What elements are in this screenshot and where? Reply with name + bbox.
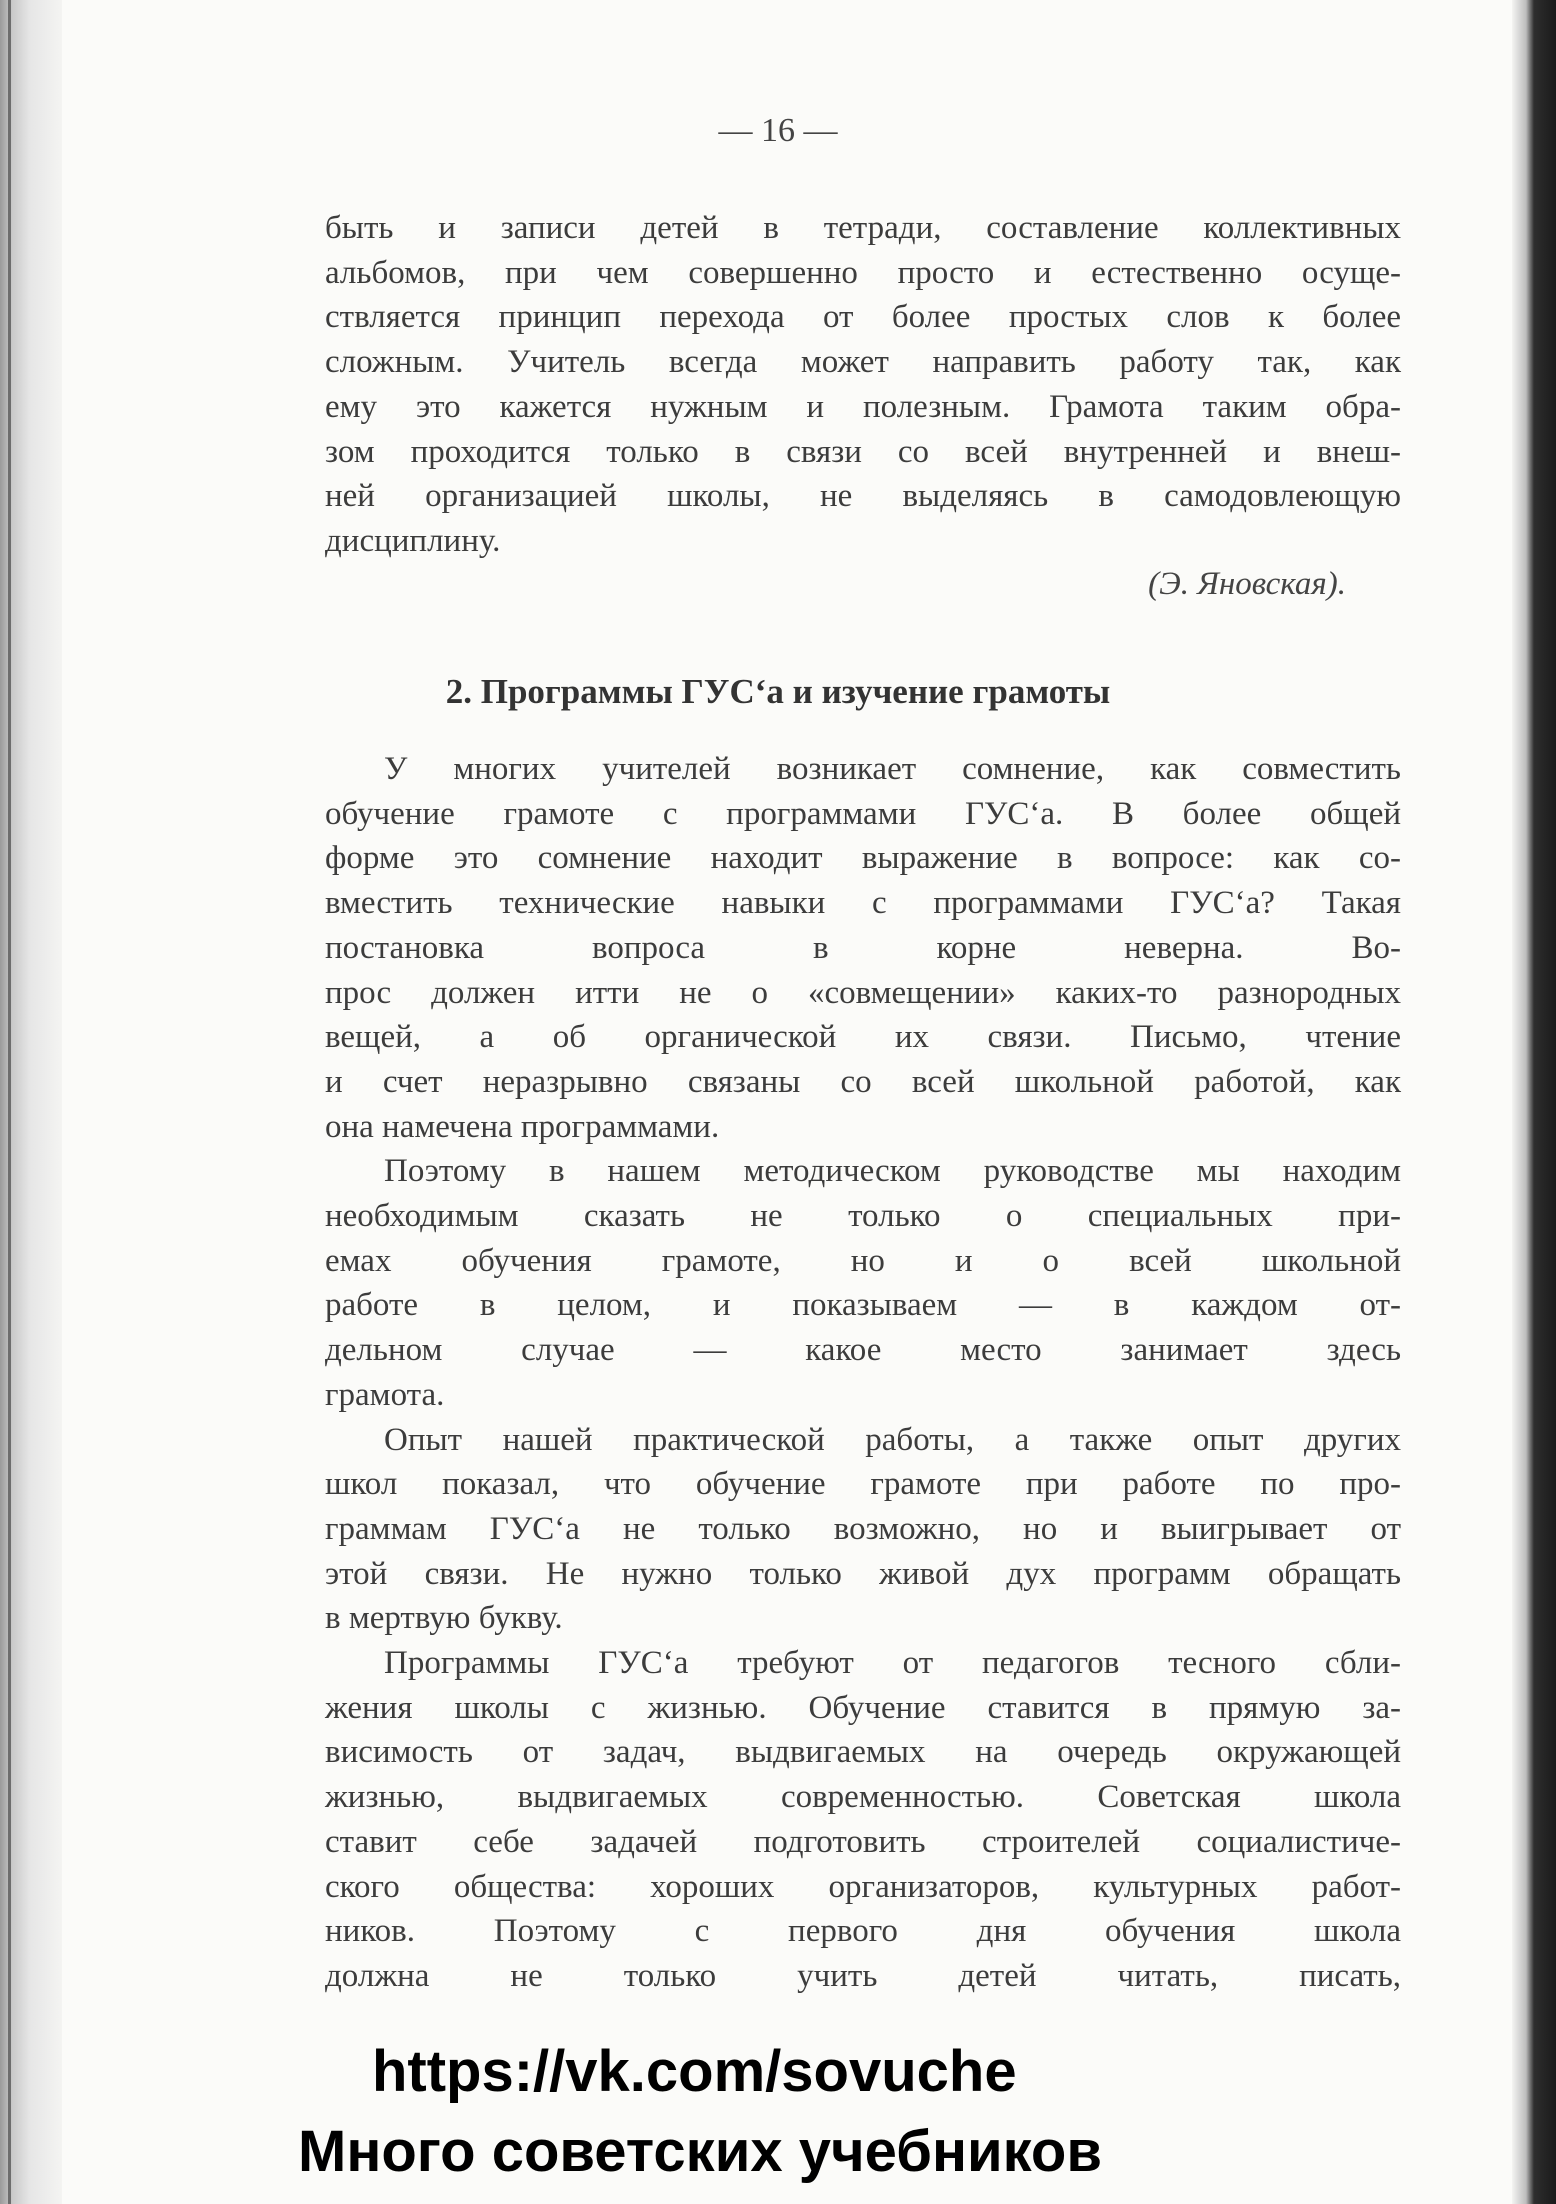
section-heading: 2. Программы ГУС‘а и изучение грамоты bbox=[445, 672, 1111, 711]
text-line: быть и записи детей в тетради, составление коллективных bbox=[325, 210, 1401, 246]
text-line: вместить технические навыки с программами ГУС‘а? Такая bbox=[325, 885, 1401, 922]
text-line: емах обучения грамоте, но и о всей школьной bbox=[325, 1242, 1401, 1279]
text-line: работе в целом, и показываем — в каждом от- bbox=[325, 1287, 1401, 1324]
text-line: обучение грамоте с программами ГУС‘а. В более общей bbox=[325, 795, 1401, 832]
text-line: прос должен итти не о «совмещении» каких-то разнородных bbox=[325, 974, 1401, 1011]
text-line: школ показал, что обучение грамоте при работе по про- bbox=[325, 1466, 1401, 1503]
text-line: постановка вопроса в корне неверна. Во- bbox=[325, 929, 1401, 966]
text-line: ников. Поэтому с первого дня обучения школа bbox=[325, 1913, 1401, 1950]
text-line: висимость от задач, выдвигаемых на очередь окружающей bbox=[325, 1734, 1401, 1771]
text-line: У многих учителей возникает сомнение, как совместить bbox=[384, 751, 1401, 787]
text-line: грамота. bbox=[325, 1376, 445, 1413]
page-edge-shadow bbox=[1512, 0, 1556, 2204]
text-line: сложным. Учитель всегда может направить работу так, как bbox=[325, 344, 1401, 381]
text-line: в мертвую букву. bbox=[325, 1600, 563, 1637]
text-line: должна не только учить детей читать, писать, bbox=[325, 1957, 1401, 1994]
author-signature: (Э. Яновская). bbox=[1148, 566, 1346, 602]
text-line: зом проходится только в связи со всей внутренней и внеш- bbox=[325, 433, 1401, 470]
watermark-url: https://vk.com/sovuche bbox=[372, 2039, 1017, 2104]
text-line: ставит себе задачей подготовить строителей социалистиче- bbox=[325, 1823, 1401, 1860]
text-line: необходимым сказать не только о специальных при- bbox=[325, 1198, 1401, 1234]
text-line: ему это кажется нужным и полезным. Грамота таким обра- bbox=[325, 388, 1401, 425]
text-line: ствляется принцип перехода от более простых слов к более bbox=[325, 299, 1401, 336]
watermark-caption: Много советских учебников bbox=[298, 2119, 1103, 2184]
text-line: Опыт нашей практической работы, а также опыт других bbox=[384, 1421, 1401, 1458]
page-number: — 16 — bbox=[718, 112, 838, 149]
text-line: вещей, а об органической их связи. Письмо, чтение bbox=[325, 1019, 1401, 1056]
gutter-line bbox=[8, 0, 11, 2204]
book-gutter-shadow bbox=[0, 0, 62, 2204]
text-line: форме это сомнение находит выражение в вопросе: как со- bbox=[325, 840, 1401, 877]
text-line: альбомов, при чем совершенно просто и естественно осуще- bbox=[325, 254, 1401, 291]
text-line: этой связи. Не нужно только живой дух программ обращать bbox=[325, 1555, 1401, 1592]
text-line: ней организацией школы, не выделяясь в самодовлеющую bbox=[325, 478, 1401, 515]
text-line: она намечена программами. bbox=[325, 1108, 720, 1145]
text-line: ского общества: хороших организаторов, культурных работ- bbox=[325, 1868, 1401, 1905]
text-line: жения школы с жизнью. Обучение ставится в прямую за- bbox=[325, 1689, 1401, 1726]
text-line: дельном случае — какое место занимает здесь bbox=[325, 1332, 1401, 1369]
text-line: Поэтому в нашем методическом руководстве мы находим bbox=[384, 1153, 1401, 1190]
text-line: дисциплину. bbox=[325, 522, 501, 559]
text-line: жизнью, выдвигаемых современностью. Советская школа bbox=[325, 1779, 1401, 1816]
text-line: Программы ГУС‘а требуют от педагогов тесного сбли- bbox=[384, 1645, 1401, 1681]
text-line: и счет неразрывно связаны со всей школьной работой, как bbox=[325, 1063, 1401, 1100]
text-line: граммам ГУС‘а не только возможно, но и выигрывает от bbox=[325, 1510, 1401, 1547]
